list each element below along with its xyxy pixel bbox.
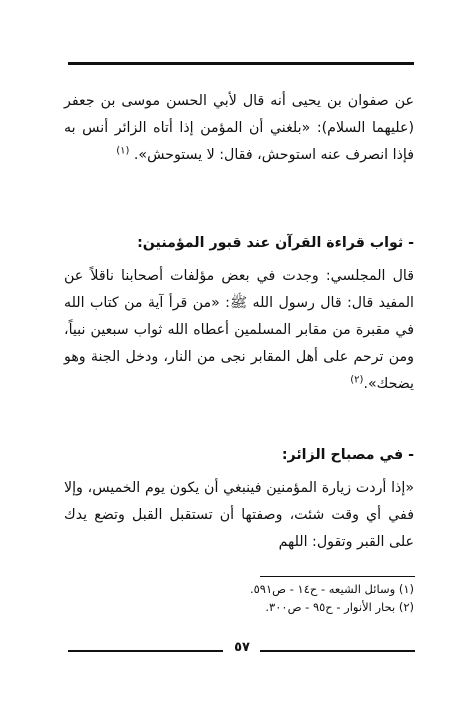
bottom-rule-right bbox=[260, 650, 415, 652]
heading-misbah-al-zaer: - في مصباح الزائر: bbox=[281, 447, 414, 463]
bottom-rule-left bbox=[68, 650, 223, 652]
paragraph-safwan-text: عن صفوان بن يحيى أنه قال لأبي الحسن موسى بن جعفر (عليهما السلام): «بلغني أن المؤمن إذا أتاه الزائر أنس به فإذا انصرف عنه استوحش، فقال: لا يستوحش». bbox=[64, 93, 414, 163]
paragraph-safwan bbox=[64, 88, 414, 169]
footnote-2: (٢) بحار الأنوار - ح٩٥ - ص٣٠٠. bbox=[265, 600, 414, 614]
footnote-separator bbox=[260, 576, 415, 577]
footnote-ref-1: (١) bbox=[116, 145, 130, 157]
top-rule bbox=[68, 62, 414, 65]
paragraph-visiting-believers: «إذا أردت زيارة المؤمنين فينبغي أن يكون يوم الخميس، وإلا ففي أي وقت شئت، وصفتها أن تستقبل القبل وتضع يدك على القبر وتقول: اللهم bbox=[64, 480, 414, 550]
footnote-1: (١) وسائل الشيعه - ح١٤ - ص٥٩١. bbox=[249, 582, 414, 596]
paragraph-majlisi bbox=[64, 263, 414, 398]
footnotes bbox=[64, 580, 414, 616]
page-number: ٥٧ bbox=[234, 640, 250, 655]
heading-quran-reading-reward: - ثواب قراءة القرآن عند قبور المؤمنين: bbox=[137, 235, 414, 251]
footnote-ref-2: (٢) bbox=[350, 374, 364, 386]
paragraph-majlisi-text: قال المجلسي: وجدت في بعض مؤلفات أصحابنا ناقلاً عن المفيد قال: قال رسول الله ﷺ: «من قرأ آية من كتاب الله في مقبرة من مقابر المسلمين أعطاه الله ثواب سبعين نبياً، ومن ترحم على أهل المقابر نجى من النار، ودخل الجنة وهو يضحك». bbox=[64, 268, 414, 392]
